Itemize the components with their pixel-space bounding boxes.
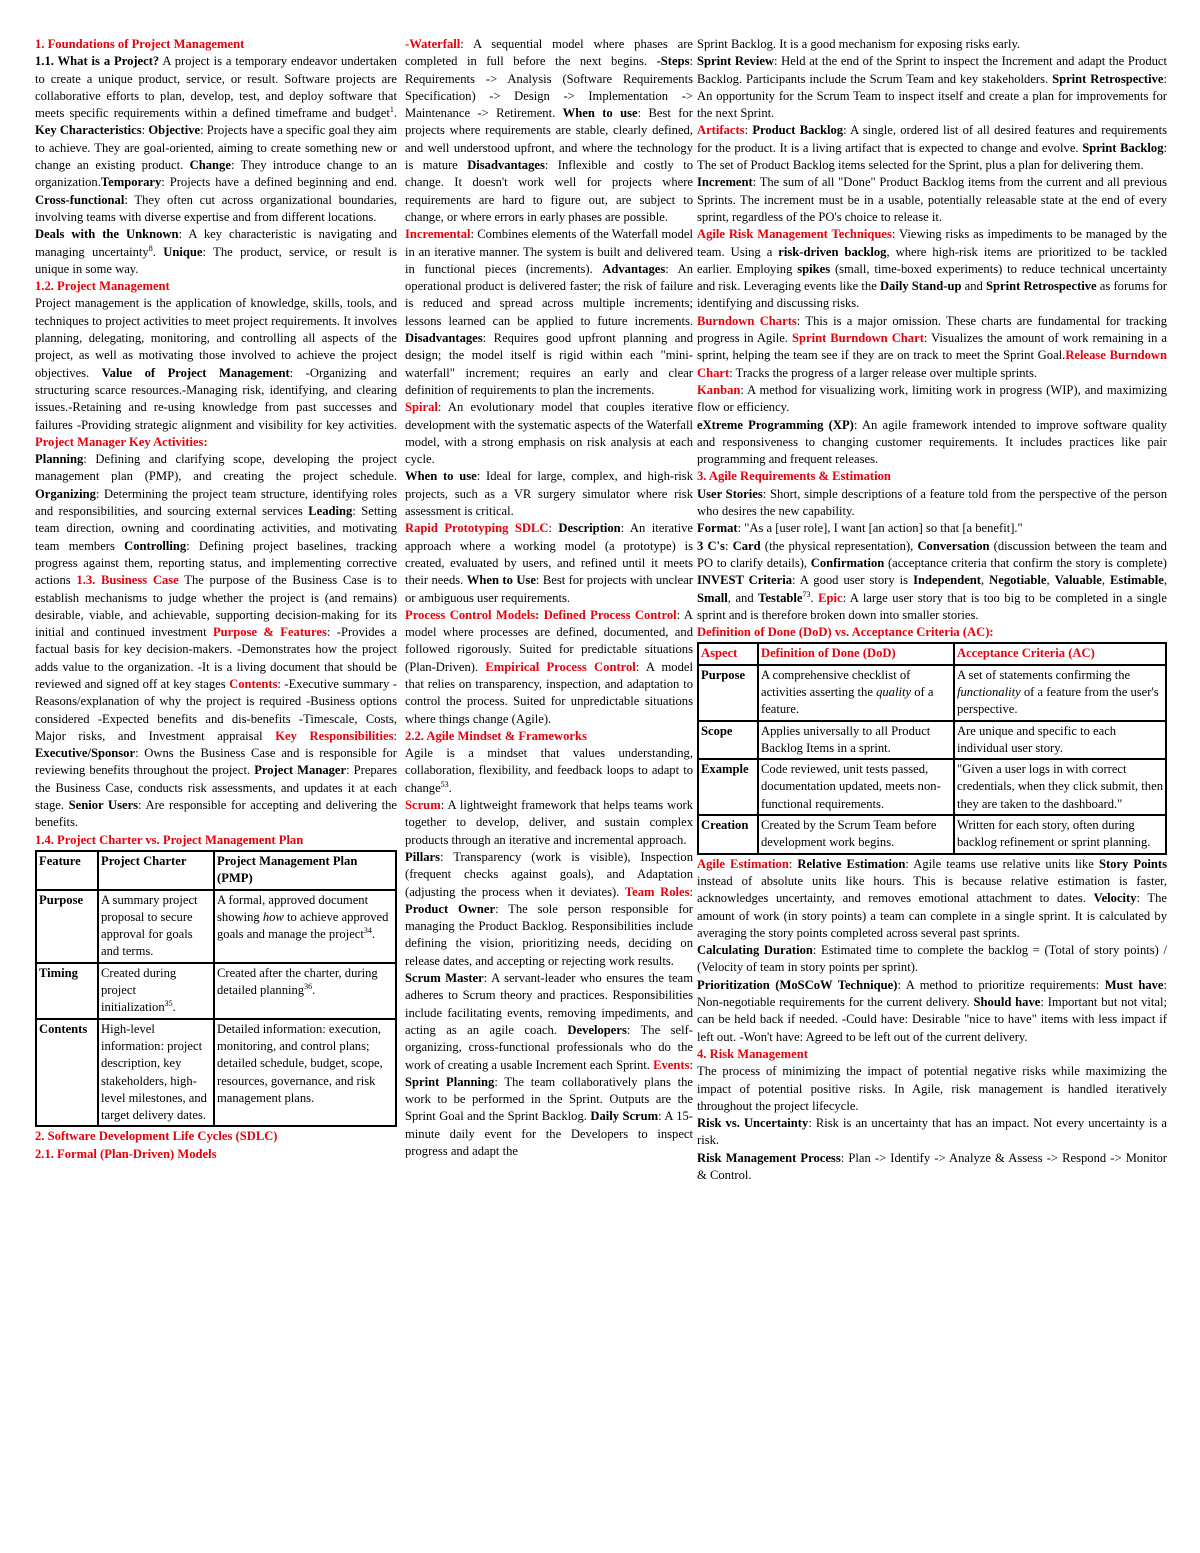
kanban-text: : A method for visualizing work, limiting work in progress (WIP), and maximizing flow or efficiency. bbox=[697, 382, 1167, 415]
table-cell: Purpose bbox=[698, 665, 758, 721]
conversation-text: (discussion between the team and PO to clarify details), bbox=[697, 538, 1167, 570]
relative-estimation-text: : Agile teams use relative units like bbox=[905, 856, 1099, 871]
risk-vs-uncertainty-label: Risk vs. Uncertainty bbox=[697, 1116, 809, 1131]
heading-foundations: 1. Foundations of Project Management bbox=[35, 37, 245, 51]
executive-sponsor-label: Executive/Sponsor bbox=[35, 746, 136, 761]
scrum-master-text: : A servant-leader who ensures the team adheres to Scrum theory and practices. Responsibilities include facilitating events, removing impediments, and acting as an agile coach. bbox=[405, 971, 693, 1037]
footnote-ref: 8 bbox=[148, 243, 153, 253]
table-header-cell: Project Management Plan (PMP) bbox=[214, 851, 396, 890]
epic-label: Epic bbox=[818, 590, 843, 605]
agile-risk-text: : Viewing risks as impediments to be managed by the team. Using a bbox=[697, 227, 1167, 259]
senior-users-label: Senior Users bbox=[68, 798, 139, 813]
table-cell: Timing bbox=[36, 963, 98, 1019]
process-control-models-label: Process Control Models bbox=[405, 607, 536, 622]
sprint-backlog-text: : The set of Product Backlog items selected for the Sprint, plus a plan for delivering them. bbox=[697, 140, 1167, 173]
calculating-duration-text: : Estimated time to complete the backlog = (Total of story points) / (Velocity of team in story points per sprint). bbox=[697, 943, 1167, 975]
spiral-label: Spiral bbox=[405, 400, 438, 415]
senior-users-text: : Are responsible for accepting and delivering the benefits. bbox=[35, 798, 397, 830]
disadvantages-label: Disadvantages bbox=[467, 158, 545, 173]
spiral-text: : An evolutionary model that couples iterative development with the systematic aspects of the Waterfall model, with a strong emphasis on risk analysis at each cycle. bbox=[405, 400, 693, 467]
pm-definition: Project management is the application of knowledge, skills, tools, and techniques to project activities to meet project requirements. It involves planning, delegating, monitoring, and controlling all aspects of the project, as well as motivating those involved to achieve the project objectives. bbox=[35, 296, 397, 380]
user-stories-label: User Stories bbox=[697, 486, 763, 501]
table-cell: Applies universally to all Product Backlog Items in a sprint. bbox=[758, 721, 954, 760]
must-have-text: : Non-negotiable requirements for the current delivery. bbox=[697, 977, 1167, 1010]
table-cell: Purpose bbox=[36, 890, 98, 963]
should-have-text: : Important but not vital; can be held back if needed. -Could have: Desirable "nice to have" items with less impact if left out. -Won't have: Agreed to be left out of the current delivery. bbox=[697, 995, 1167, 1044]
unique-text: : The product, service, or result is unique in some way. bbox=[35, 244, 397, 276]
table-cell: Created after the charter, during detailed planning$^{36}$. bbox=[214, 963, 396, 1019]
events-label: Events bbox=[653, 1057, 690, 1072]
xp-label: eXtreme Programming (XP) bbox=[697, 417, 854, 432]
table-row bbox=[698, 815, 1166, 854]
objective-text: : Projects have a specific goal they aim to achieve. They are goal-oriented, aiming to create something new or change an existing product. bbox=[35, 123, 397, 173]
table-cell: A set of statements confirming the functionality of a feature from the user's perspective. bbox=[954, 665, 1166, 721]
table-cell: Creation bbox=[698, 815, 758, 854]
sprint-retrospective-label: Sprint Retrospective bbox=[986, 279, 1097, 294]
xp-text: : An agile framework intended to improve software quality and responsiveness to changing customer requirements. It includes practices like pair programming and frequent releases. bbox=[697, 417, 1167, 467]
rapid-prototyping-label: Rapid Prototyping SDLC bbox=[405, 521, 549, 536]
table-header-cell: Aspect bbox=[698, 643, 758, 664]
planning-text: : Defining and clarifying scope, developing the project management plan (PMP), and creating the project schedule. bbox=[35, 452, 397, 484]
when-to-use-label: When to Use bbox=[466, 573, 536, 588]
key-characteristics-label: Key Characteristics bbox=[35, 123, 142, 138]
table-row bbox=[36, 890, 396, 963]
defined-process-control-label: Defined Process Control bbox=[543, 607, 677, 622]
column-3: Sprint Backlog. It is a good mechanism for exposing risks early. Sprint Review: Held at the end of the Sprint to inspect the Increment and adapt the Product Backlog. Participants include the Scrum Team and key stakeholders. Sprint Retrospective: An opportunity for the Scrum Team to inspect itself and create a plan for improvements for the next Sprint. Artifacts: Product Backlog: A single, ordered list of all desired features and requirements for the product. It is a living artifact that is expected to change and evolve. Sprint Backlog: The set of Product Backlog items selected for the Sprint, plus a plan for delivering them. Increment: The sum of all "Done" Product Backlog items from the current and all previous Sprints. The increment must be in a usable, potentially releasable state at the end of every sprint, regardless of the PO's choice to release it. Agile Risk Management Techniques: Viewing risks as impediments to be managed by the team. Using a risk-driven backlog, where high-risk items are prioritized to be tackled earlier. Employing spikes (small, time-boxed experiments) to reduce technical uncertainty and risk. Leveraging events like the Daily Stand-up and Sprint Retrospective as forums for identifying and discussing risks. Burndown Charts: This is a major omission. These charts are fundamental for tracking progress in Agile. Sprint Burndown Chart: Visualizes the amount of work remaining in a sprint, helping the team see if they are on track to meet the Sprint Goal.Release Burndown Chart: Tracks the progress of a larger release over multiple sprints. Kanban: A method for visualizing work, limiting work in progress (WIP), and maximizing flow or efficiency. eXtreme Programming (XP): An agile framework intended to improve software quality and responsiveness to changing customer requirements. It includes practices like pair programming and frequent releases. 3. Agile Requirements & Estimation User Stories: Short, simple descriptions of a feature told from the perspective of the person who desires the new capability. Format: "As a [user role], I want [an action] so that [a benefit]." 3 C's: Card (the physical representation), Conversation (discussion between the team and PO to clarify details), Confirmation (acceptance criteria that confirm the story is complete) INVEST Criteria: A good user story is Independent, Negotiable, Valuable, Estimable, Small, and Testable$^{73}$. Epic: A large user story that is too big to be completed in a single sprint and is therefore broken down into smaller stories. Definition of Done (DoD) vs. Acceptance Criteria (AC): Aspect Definition of Done (DoD) Acceptance Criteria (AC) Purpose A comprehensive checklist of activities asserting the quality of a feature. A set of statements confirming the functionality of a feature from the user's perspective. Scope Applies universally to all Product Backlog Items in a sprint. Are unique and specific to each individual user story. Example Code reviewed, unit tests passed, documentation updated, meets non-functional requirements. "Given a user logs in with correct credentials, when they click submit, then they are taken to the dashboard." Creation Created by the Scrum Team before development work begins. Written for each story, often during backlog refinement or sprint planning. Agile Estimation: Relative Estimation: Agile teams use relative units like Story Points instead of absolute units like hours. This is because relative estimation is faster, acknowledges uncertainty, and removes emotional attachment to dates. Velocity: The amount of work (in story points) a team can complete in a single sprint. It is calculated by averaging the story points completed across several past sprints. Calculating Duration: Estimated time to complete the backlog = (Total of story points) / (Velocity of team in story points per sprint). Prioritization (MoSCoW Technique): A method to prioritize requirements: Must have: Non-negotiable requirements for the current delivery. Should have: Important but not vital; can be held back if needed. -Could have: Desirable "nice to have" items with less impact if left out. -Won't have: Agreed to be left out of the current delivery. 4. Risk Management The process of minimizing the impact of potential negative risks while maximizing the impact of potential positive risks. In Agile, risk management is handled iteratively throughout the project lifecycle. Risk vs. Uncertainty: Risk is an uncertainty that has an impact. Not every uncertainty is a risk. Risk Management Process: Plan -> Identify -> Analyze & Assess -> Respond -> Monitor & Control. bbox=[697, 37, 1167, 1182]
change-text: : They introduce change to an organization. bbox=[35, 158, 397, 190]
agile-risk-text: (small, time-boxed experiments) to reduce technical uncertainty and risk. Leveraging events like the bbox=[697, 261, 1167, 294]
purpose-features-label: Purpose & Features bbox=[212, 625, 327, 640]
temporary-label: Temporary bbox=[100, 175, 162, 190]
when-to-use-text: : Best for projects with unclear or ambiguous user requirements. bbox=[405, 573, 693, 605]
product-backlog-label: Product Backlog bbox=[752, 123, 844, 138]
organizing-text: : Determining the project team structure, identifying roles and responsibilities, and sourcing external services bbox=[35, 486, 397, 519]
confirmation-text: (acceptance criteria that confirm the story is complete) bbox=[884, 555, 1167, 570]
heading-risk-management: 4. Risk Management bbox=[697, 1046, 808, 1061]
agile-risk-text: , where high-risk items are prioritized to be tackled earlier. Employing bbox=[697, 244, 1167, 276]
table-row bbox=[36, 963, 396, 1019]
product-backlog-text: : A single, ordered list of all desired features and requirements for the product. It is a living artifact that is expected to change and evolve. bbox=[697, 123, 1167, 155]
planning-label: Planning bbox=[35, 452, 84, 467]
release-burndown-label: Release Burndown Chart bbox=[697, 348, 1167, 380]
table-header-cell: Acceptance Criteria (AC) bbox=[954, 643, 1166, 664]
daily-scrum-label: Daily Scrum bbox=[590, 1109, 659, 1124]
agile-text: Agile is a mindset that values understanding, collaboration, flexibility, and feedback loops to adapt to change bbox=[405, 746, 693, 795]
sprint-planning-text: : The team collaboratively plans the work to be performed in the Sprint. Outputs are the Sprint Goal and the Sprint Backlog. bbox=[405, 1074, 693, 1124]
steps-label: -Steps bbox=[656, 54, 690, 69]
agile-risk-text: and bbox=[961, 279, 986, 294]
cross-functional-label: Cross-functional bbox=[35, 192, 125, 207]
footnote-ref: 73 bbox=[802, 589, 811, 599]
sprint-review-label: Sprint Review bbox=[697, 54, 775, 69]
footnote-ref: 53 bbox=[440, 779, 449, 789]
advantages-label: Advantages bbox=[602, 261, 666, 276]
change-label: Change bbox=[189, 158, 231, 173]
risk-management-text: The process of minimizing the impact of potential negative risks while maximizing the impact of potential positive risks. In Agile, risk management is handled iteratively throughout the project lifecycle. bbox=[697, 1064, 1167, 1113]
table-row bbox=[698, 721, 1166, 760]
table-header-cell: Definition of Done (DoD) bbox=[758, 643, 954, 664]
table-cell: Code reviewed, unit tests passed, documentation updated, meets non-functional requirements. bbox=[758, 759, 954, 815]
unknown-label: Deals with the Unknown bbox=[35, 227, 179, 242]
project-manager-text: : Prepares the Business Case, conducts risk assessments, and updates it at each stage. bbox=[35, 763, 397, 813]
table-header-cell: Project Charter bbox=[98, 851, 214, 890]
format-text: : "As a [user role], I want [an action] so that [a benefit]." bbox=[737, 521, 1023, 536]
heading-formal-models: 2.1. Formal (Plan-Driven) Models bbox=[35, 1146, 217, 1161]
three-cs-label: 3 C's bbox=[697, 538, 725, 553]
table-header-row bbox=[698, 643, 1166, 664]
should-have-label: Should have bbox=[973, 995, 1041, 1010]
card-label: Card bbox=[732, 538, 761, 553]
leading-label: Leading bbox=[308, 504, 353, 519]
value-pm-label: Value of Project Management bbox=[101, 365, 290, 380]
sprint-planning-label: Sprint Planning bbox=[405, 1074, 495, 1089]
heading-project-management: 1.2. Project Management bbox=[35, 279, 170, 294]
table-row bbox=[36, 1019, 396, 1127]
risk-driven-backlog-label: risk-driven backlog bbox=[778, 244, 887, 259]
moscow-label: Prioritization (MoSCoW Technique) bbox=[697, 977, 898, 992]
release-burndown-text: : Tracks the progress of a larger release over multiple sprints. bbox=[729, 365, 1038, 380]
footnote-ref: 1 bbox=[389, 105, 394, 114]
unknown-text: : A key characteristic is navigating and managing uncertainty bbox=[35, 227, 397, 259]
organizing-label: Organizing bbox=[35, 486, 96, 501]
when-to-use-label: When to use bbox=[405, 469, 477, 484]
velocity-text: : The amount of work (in story points) a team can complete in a single sprint. It is calculated by averaging the story points completed across several past sprints. bbox=[697, 891, 1167, 940]
waterfall-text: : A sequential model where phases are completed in full before the next begins. bbox=[405, 37, 693, 69]
disadvantages-text: : Requires good upfront planning and design; the model itself is rigid within each "mini-waterfall" increment; requires an early and clear definition of requirements to plan the increments. bbox=[405, 331, 693, 397]
heading-dod-vs-ac: Definition of Done (DoD) vs. Acceptance Criteria (AC) bbox=[697, 625, 990, 640]
table-cell: A summary project proposal to secure approval for goals and terms. bbox=[98, 890, 214, 963]
product-owner-label: Product Owner bbox=[405, 901, 496, 916]
burndown-charts-label: Burndown Charts bbox=[697, 313, 797, 328]
agile-estimation-label: Agile Estimation bbox=[697, 856, 789, 871]
empirical-process-control-label: Empirical Process Control bbox=[485, 659, 636, 674]
sprint-backlog-continuation: Sprint Backlog. It is a good mechanism for exposing risks early. bbox=[697, 37, 1021, 51]
scrum-text: : A lightweight framework that helps teams work together to develop, deliver, and sustain complex products through an iterative and incremental approach. bbox=[405, 798, 693, 847]
table-cell: Written for each story, often during backlog refinement or sprint planning. bbox=[954, 815, 1166, 854]
risk-process-text: : Plan -> Identify -> Analyze & Assess -> Respond -> Monitor & Control. bbox=[697, 1150, 1167, 1182]
invest-text: : A good user story is bbox=[792, 573, 914, 588]
sprint-retrospective-label: Sprint Retrospective bbox=[1052, 71, 1164, 86]
description-text: : An iterative approach where a working model (a prototype) is created, evaluated by users, and refined until it meets their needs. bbox=[405, 521, 693, 588]
user-stories-text: : Short, simple descriptions of a feature told from the perspective of the person who desires the new capability. bbox=[697, 486, 1167, 519]
controlling-text: : Defining project baselines, tracking progress against them, reporting status, and implementing corrective actions bbox=[35, 538, 397, 588]
leading-text: : Setting team direction, owning and coordinating activities, and motivating team members bbox=[35, 504, 397, 553]
developers-label: Developers bbox=[567, 1022, 627, 1037]
heading-business-case: 1.3. Business Case bbox=[76, 573, 179, 588]
spikes-label: spikes bbox=[797, 261, 831, 276]
temporary-text: : Projects have a defined beginning and end. bbox=[161, 175, 397, 190]
agile-risk-techniques-label: Agile Risk Management Techniques bbox=[697, 227, 892, 242]
table-cell: Example bbox=[698, 759, 758, 815]
steps-text: : Requirements -> Analysis (Software Requirements Specification) -> Design -> Implementation -> Maintenance -> Retirement. bbox=[405, 54, 693, 121]
when-to-use-text: : Ideal for large, complex, and high-risk projects, such as a VR surgery simulator where risk assessment is critical. bbox=[405, 469, 693, 519]
objective-label: Objective bbox=[148, 123, 201, 138]
contents-text: : -Executive summary -Reasons/explanation of why the project is required -Business options considered -Expected benefits and dis-benefits -Timescale, Costs, Major risks, and Investment appraisal bbox=[35, 676, 397, 743]
daily-scrum-text: : A 15-minute daily event for the Developers to inspect progress and adapt the bbox=[405, 1109, 693, 1158]
daily-standup-label: Daily Stand-up bbox=[879, 279, 962, 294]
table-cell: Created during project initialization$^{35}$. bbox=[98, 963, 214, 1019]
waterfall-label: -Waterfall bbox=[405, 37, 461, 51]
heading-what-is-project: 1.1. What is a Project? bbox=[35, 54, 160, 69]
key-responsibilities-label: Key Responsibilities bbox=[275, 728, 394, 743]
sprint-burndown-label: Sprint Burndown Chart bbox=[791, 331, 924, 346]
burndown-charts-text: : This is a major omission. These charts are fundamental for tracking progress in Agile. bbox=[697, 313, 1167, 346]
table-cell: High-level information: project description, key stakeholders, high-level milestones, and target delivery dates. bbox=[98, 1019, 214, 1127]
defined-process-control-text: : A model where processes are defined, documented, and followed rigorously. Suited for predictable situations (Plan-Driven). bbox=[405, 607, 693, 674]
purpose-features-text: : -Provides a factual basis for key decision-makers. -Demonstrates how the project adds value to the organization. -It is a living document that should be reviewed and signed off at key stages bbox=[35, 625, 397, 691]
relative-estimation-label: Relative Estimation bbox=[797, 856, 906, 871]
heading-agile-requirements: 3. Agile Requirements & Estimation bbox=[697, 469, 891, 484]
velocity-label: Velocity bbox=[1093, 891, 1137, 906]
column-1: 1. Foundations of Project Management 1.1. What is a Project? A project is a temporary endeavor undertaken to create a unique product, service, or result. Software projects are collaborative efforts to plan, develop, test, and deploy software that meets specific requirements within a defined timeframe and budget$^1$. Key Characteristics: Objective: Projects have a specific goal they aim to achieve. They are goal-oriented, aiming to create something new or change an existing product. Change: They introduce change to an organization.Temporary: Projects have a defined beginning and end. Cross-functional: They often cut across organizational boundaries, involving teams with diverse expertise and from different locations. Deals with the Unknown: A key characteristic is navigating and managing uncertainty$^8$. Unique: The product, service, or result is unique in some way. 1.2. Project Management Project management is the application of knowledge, skills, tools, and techniques to project activities to meet project requirements. It involves planning, delegating, monitoring, and controlling all aspects of the project, as well as motivating those involved to achieve the project objectives. Value of Project Management: -Organizing and structuring scarce resources.-Managing risk, identifying, and clearing issues.-Retaining and re-using knowledge from past successes and failures -Providing strategic alignment and visibility for key activities. Project Manager Key Activities: Planning: Defining and clarifying scope, developing the project management plan (PMP), and creating the project schedule. Organizing: Determining the project team structure, identifying roles and responsibilities, and sourcing external services Leading: Setting team direction, owning and coordinating activities, and motivating team members Controlling: Defining project baselines, tracking progress against them, reporting status, and implementing corrective actions 1.3. Business Case The purpose of the Business Case is to establish mechanisms to judge whether the project is (and remains) desirable, viable, and achievable, supporting decision-making for its initial and continued investment Purpose & Features: -Provides a factual basis for key decision-makers. -Demonstrates how the project adds value to the organization. -It is a living document that should be reviewed and signed off at key stages Contents: -Executive summary -Reasons/explanation of why the project is required -Business options considered -Expected benefits and dis-benefits -Timescale, Costs, Major risks, and Investment appraisal Key Responsibilities: Executive/Sponsor: Owns the Business Case and is responsible for reviewing benefits throughout the project. Project Manager: Prepares the Business Case, conducts risk assessments, and updates it at each stage. Senior Users: Are responsible for accepting and delivering the benefits. 1.4. Project Charter vs. Project Management Plan Feature Project Charter Project Management Plan (PMP) Purpose A summary project proposal to secure approval for goals and terms. A formal, approved document showing how to achieve approved goals and manage the project$^{34}$. Timing Created during project initialization$^{35}$. Created after the charter, during detailed planning$^{36}$. Contents High-level information: project description, key stakeholders, high-level milestones, and target delivery dates. Detailed information: execution, monitoring, and control plans; detailed schedule, budget, scope, resources, governance, and risk management plans. 2. Software Development Life Cycles (SDLC) 2.1. Formal (Plan-Driven) Models bbox=[35, 37, 397, 1161]
contents-label: Contents bbox=[229, 676, 278, 691]
table-cell: Contents bbox=[36, 1019, 98, 1127]
table-cell: Are unique and specific to each individual user story. bbox=[954, 721, 1166, 760]
sprint-burndown-text: : Visualizes the amount of work remaining in a sprint, helping the team see if they are on track to meet the Sprint Goal. bbox=[697, 331, 1167, 363]
format-label: Format bbox=[697, 521, 738, 536]
moscow-text: : A method to prioritize requirements: bbox=[897, 977, 1105, 992]
invest-label: INVEST Criteria bbox=[697, 573, 793, 588]
business-case-text: The purpose of the Business Case is to establish mechanisms to judge whether the project is (and remains) desirable, viable, and achievable, supporting decision-making for its initial and continued investment bbox=[35, 573, 397, 640]
developers-text: : The self-organizing, cross-functional professionals who do the work of creating a usable Increment each Sprint. bbox=[405, 1022, 693, 1072]
unique-label: Unique bbox=[163, 244, 203, 259]
table-cell: "Given a user logs in with correct credentials, when they click submit, then they are taken to the dashboard." bbox=[954, 759, 1166, 815]
table-row bbox=[698, 665, 1166, 721]
product-owner-text: : The sole person responsible for managing the Product Backlog. Responsibilities include defining the vision, prioritizing needs, deciding on release dates, and accepting or rejecting work results. bbox=[405, 901, 693, 968]
dod-vs-ac-table bbox=[697, 642, 1167, 854]
must-have-label: Must have bbox=[1104, 977, 1164, 992]
sprint-backlog-label: Sprint Backlog bbox=[1082, 140, 1164, 155]
calculating-duration-label: Calculating Duration bbox=[697, 943, 813, 958]
story-points-label: Story Points bbox=[1098, 856, 1167, 871]
charter-vs-pmp-table bbox=[35, 850, 397, 1127]
agile-risk-text: as forums for identifying and discussing risks. bbox=[697, 279, 1167, 311]
relative-estimation-text: instead of absolute units like hours. This is because relative estimation is faster, acknowledges uncertainty, and removes emotional attachment to dates. bbox=[697, 873, 1167, 906]
pillars-text: : Transparency (work is visible), Inspection (frequent checks against goals), and Adaptation (adjusting the process when it deviates). bbox=[405, 849, 693, 899]
epic-text: : A large user story that is too big to be completed in a single sprint and is therefore broken down into smaller stories. bbox=[697, 590, 1167, 622]
disadvantages-label: Disadvantages bbox=[405, 331, 483, 346]
table-row bbox=[698, 759, 1166, 815]
advantages-text: : An operational product is delivered faster; the risk of failure is reduced and spread across multiple increments; lessons learned can be applied to future increments. bbox=[405, 261, 693, 328]
scrum-master-label: Scrum Master bbox=[405, 971, 484, 986]
when-to-use-label: When to use bbox=[562, 106, 638, 121]
heading-sdlc: 2. Software Development Life Cycles (SDLC) bbox=[35, 1129, 278, 1144]
pm-key-activities-label: Project Manager Key Activities bbox=[35, 434, 204, 449]
scrum-label: Scrum bbox=[405, 798, 441, 813]
heading-agile-mindset: 2.2. Agile Mindset & Frameworks bbox=[405, 728, 587, 743]
increment-label: Increment bbox=[697, 175, 753, 190]
table-cell: Created by the Scrum Team before development work begins. bbox=[758, 815, 954, 854]
sprint-retrospective-text: : An opportunity for the Scrum Team to inspect itself and create a plan for improvements for the next Sprint. bbox=[697, 71, 1167, 121]
card-text: (the physical representation), bbox=[760, 538, 918, 553]
confirmation-label: Confirmation bbox=[810, 555, 885, 570]
table-cell: Detailed information: execution, monitoring, and control plans; detailed schedule, budget, scope, resources, governance, and risk management plans. bbox=[214, 1019, 396, 1127]
kanban-label: Kanban bbox=[697, 382, 741, 397]
project-manager-label: Project Manager bbox=[254, 763, 347, 778]
risk-process-label: Risk Management Process bbox=[697, 1150, 841, 1165]
column-2: -Waterfall: A sequential model where phases are completed in full before the next begins. -Steps: Requirements -> Analysis (Software Requirements Specification) -> Design -> Implementation -> Maintenance -> Retirement. When to use: Best for projects where requirements are stable, clearly defined, and well understood upfront, and where the technology is mature Disadvantages: Inflexible and costly to change. It doesn't work well for projects where requirements are hard to figure out, are subject to change, or where errors in early phases are possible. Incremental: Combines elements of the Waterfall model in an iterative manner. The system is built and delivered in functional pieces (increments). Advantages: An operational product is delivered faster; the risk of failure is reduced and spread across multiple increments; lessons learned can be applied to future increments. Disadvantages: Requires good upfront planning and design; the model itself is rigid within each "mini-waterfall" increment; requires an early and clear definition of requirements to plan the increments. Spiral: An evolutionary model that couples iterative development with the systematic aspects of the Waterfall model, with a strong emphasis on risk analysis at each cycle. When to use: Ideal for large, complex, and high-risk projects, such as a VR surgery simulator where risk assessment is critical. Rapid Prototyping SDLC: Description: An iterative approach where a working model (a prototype) is created, evaluated by users, and refined until it meets their needs. When to Use: Best for projects with unclear or ambiguous user requirements. Process Control Models: Defined Process Control: A model where processes are defined, documented, and followed rigorously. Suited for predictable situations (Plan-Driven). Empirical Process Control: A model that relies on transparency, inspection, and adaptation to control the process. Suited for unpredictable situations where things change (Agile). 2.2. Agile Mindset & Frameworks Agile is a mindset that values understanding, collaboration, flexibility, and feedback loops to adapt to change$^{53}$. Scrum: A lightweight framework that helps teams work together to develop, deliver, and sustain complex products through an iterative and incremental approach. Pillars: Transparency (work is visible), Inspection (frequent checks against goals), and Adaptation (adjusting the process when it deviates). Team Roles: Product Owner: The sole person responsible for managing the Product Backlog. Responsibilities include defining the vision, prioritizing needs, deciding on release dates, and accepting or rejecting work results. Scrum Master: A servant-leader who ensures the team adheres to Scrum theory and practices. Responsibilities include facilitating events, removing impediments, and acting as an agile coach. Developers: The self-organizing, cross-functional professionals who do the work of creating a usable Increment each Sprint. Events: Sprint Planning: The team collaboratively plans the work to be performed in the Sprint. Outputs are the Sprint Goal and the Sprint Backlog. Daily Scrum: A 15-minute daily event for the Developers to inspect progress and adapt the bbox=[405, 37, 693, 1158]
value-pm-text: : -Organizing and structuring scarce resources.-Managing risk, identifying, and clearing issues.-Retaining and re-using knowledge from past successes and failures -Providing strategic alignment and visibility for key activities. bbox=[35, 365, 397, 432]
table-cell: A comprehensive checklist of activities asserting the quality of a feature. bbox=[758, 665, 954, 721]
description-label: Description bbox=[558, 521, 621, 536]
increment-text: : The sum of all "Done" Product Backlog items from the current and all previous Sprints. The increment must be in a usable, potentially releasable state at the end of every sprint, regardless of the PO's choice to release it. bbox=[697, 175, 1167, 224]
table-header-row bbox=[36, 851, 396, 890]
sprint-review-text: : Held at the end of the Sprint to inspect the Increment and adapt the Product Backlog. Participants include the Scrum Team and key stakeholders. bbox=[697, 54, 1167, 86]
table-header-cell: Feature bbox=[36, 851, 98, 890]
table-cell: Scope bbox=[698, 721, 758, 760]
pillars-label: Pillars bbox=[405, 849, 440, 864]
executive-sponsor-text: : Owns the Business Case and is responsible for reviewing benefits throughout the project. bbox=[35, 746, 397, 778]
when-to-use-text: : Best for projects where requirements are stable, clearly defined, and well understood upfront, and where the technology is mature bbox=[405, 106, 693, 173]
artifacts-label: Artifacts bbox=[697, 123, 745, 138]
table-cell: A formal, approved document showing how to achieve approved goals and manage the project$^{34}$. bbox=[214, 890, 396, 963]
disadvantages-text: : Inflexible and costly to change. It doesn't work well for projects where requirements are hard to figure out, are subject to change, or where errors in early phases are possible. bbox=[405, 158, 693, 224]
incremental-text: : Combines elements of the Waterfall model in an iterative manner. The system is built and delivered in functional pieces (increments). bbox=[405, 227, 693, 276]
heading-charter-vs-pmp: 1.4. Project Charter vs. Project Management Plan bbox=[35, 832, 304, 847]
incremental-label: Incremental bbox=[405, 227, 471, 242]
empirical-process-control-text: : A model that relies on transparency, inspection, and adaptation to control the process. Suited for unpredictable situations where things change (Agile). bbox=[405, 659, 693, 726]
team-roles-label: Team Roles bbox=[624, 884, 690, 899]
project-definition: A project is a temporary endeavor undertaken to create a unique product, service, or result. Software projects are collaborative efforts to plan, develop, test, and deploy software that meets specific requirements within a defined timeframe and budget bbox=[35, 54, 397, 121]
cross-functional-text: : They often cut across organizational boundaries, involving teams with diverse expertise and from different locations. bbox=[35, 192, 397, 224]
controlling-label: Controlling bbox=[124, 538, 187, 553]
risk-vs-uncertainty-text: : Risk is an uncertainty that has an impact. Not every uncertainty is a risk. bbox=[697, 1116, 1167, 1148]
conversation-label: Conversation bbox=[917, 538, 990, 553]
